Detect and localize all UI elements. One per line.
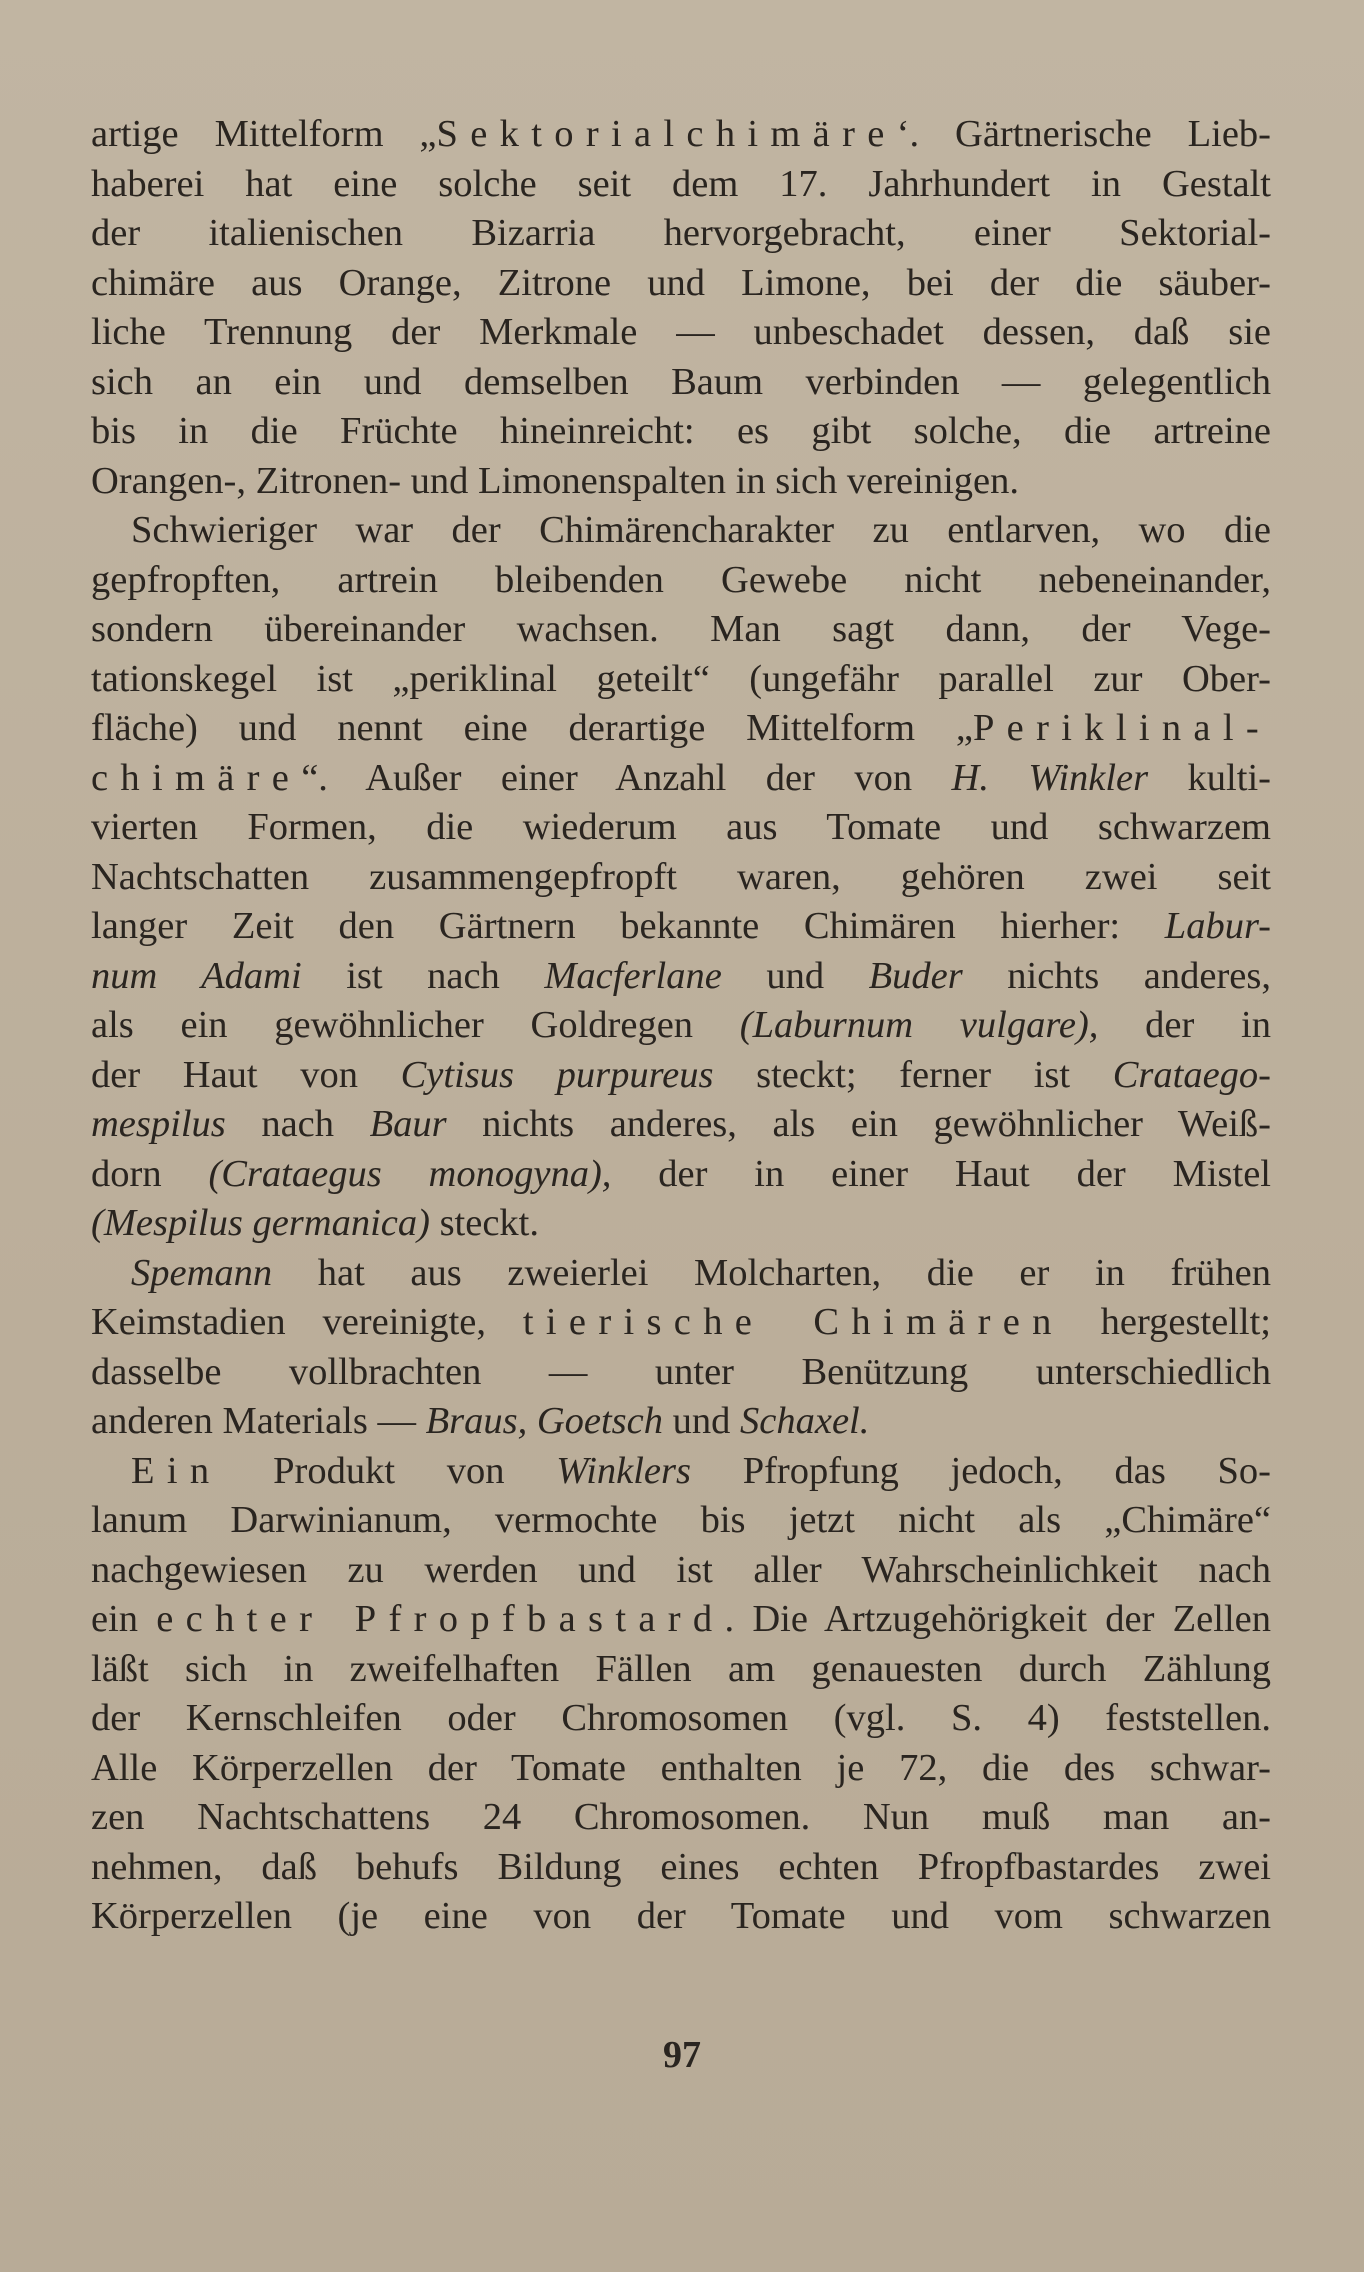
text-line xyxy=(91,160,1271,210)
text-segment: Produkt von xyxy=(221,1449,557,1492)
text-segment: . Die Artzugehörigkeit der Zellen xyxy=(724,1598,1271,1640)
italic-text: Spemann xyxy=(131,1251,273,1294)
text-segment: zen Nachtschattens 24 Chromosomen. Nun muß man an- xyxy=(91,1796,1271,1838)
text-segment: anderen Materials — xyxy=(91,1400,426,1442)
text-line xyxy=(91,358,1271,408)
italic-text: (Crataegus monogyna), xyxy=(208,1152,612,1195)
spaced-text: echter Pfropfbastard xyxy=(156,1598,725,1640)
italic-text: Braus, Goetsch xyxy=(425,1400,664,1442)
text-segment: nichts anderes, xyxy=(962,954,1271,997)
text-line xyxy=(91,1348,1271,1398)
page-number: 97 xyxy=(663,2034,701,2076)
italic-text: Cytisus purpureus xyxy=(400,1053,714,1096)
text-line xyxy=(91,1843,1271,1893)
italic-text: mespilus xyxy=(91,1103,226,1145)
italic-text: Winklers xyxy=(556,1449,691,1492)
italic-text: Macferlane xyxy=(544,954,722,997)
text-segment: ‘. Gärtnerische Lieb- xyxy=(896,113,1271,155)
text-segment: als ein gewöhnlicher Goldregen xyxy=(91,1004,740,1046)
text-line xyxy=(91,1546,1271,1596)
text-segment: langer Zeit den Gärtnern bekannte Chimären hierher: xyxy=(91,905,1165,947)
text-segment: artige Mittelform „ xyxy=(91,113,437,155)
text-segment: Nachtschatten zusammengepfropft waren, gehören zwei seit xyxy=(91,855,1271,898)
text-segment: Keimstadien vereinigte, xyxy=(91,1301,523,1343)
text-line xyxy=(91,407,1271,457)
spaced-text: chimäre xyxy=(91,756,302,799)
text-line xyxy=(91,1249,1271,1299)
italic-text: Buder xyxy=(868,954,963,997)
text-segment: hergestellt; xyxy=(1063,1301,1271,1343)
text-line xyxy=(91,1645,1271,1695)
text-segment: und xyxy=(721,954,869,997)
text-segment: sondern übereinander wachsen. Man sagt dann, der Vege- xyxy=(91,608,1271,650)
text-line xyxy=(91,1199,1271,1249)
text-segment: gepfropften, artrein bleibenden Gewebe nicht nebeneinander, xyxy=(91,558,1271,601)
text-line xyxy=(91,1051,1271,1101)
text-segment: Schwieriger war der Chimärencharakter zu entlarven, wo die xyxy=(131,509,1271,551)
text-segment: der italienischen Bizarria hervorgebracht, einer Sektorial- xyxy=(91,212,1271,254)
text-segment: steckt. xyxy=(429,1202,540,1244)
text-segment: Pfropfung jedoch, das So- xyxy=(690,1449,1271,1492)
text-line xyxy=(91,1744,1271,1794)
text-segment: nehmen, daß behufs Bildung eines echten Pfropfbastardes zwei xyxy=(91,1845,1271,1888)
text-line xyxy=(91,853,1271,903)
text-line xyxy=(91,803,1271,853)
text-segment: der in xyxy=(1098,1004,1271,1046)
spaced-text: Periklinal- xyxy=(972,707,1271,749)
text-line xyxy=(91,556,1271,606)
text-segment: ein xyxy=(91,1598,157,1640)
text-line xyxy=(91,1447,1271,1497)
text-segment: der in einer Haut der Mistel xyxy=(611,1152,1271,1195)
text-segment: kulti- xyxy=(1148,756,1271,799)
italic-text: Labur- xyxy=(1164,905,1271,947)
text-segment: und xyxy=(663,1400,741,1442)
text-segment: dasselbe vollbrachten — unter Benützung unterschiedlich xyxy=(91,1350,1271,1393)
text-segment: ist nach xyxy=(301,954,545,997)
text-segment: Körperzellen (je eine von der Tomate und vom schwarzen xyxy=(91,1895,1271,1937)
text-segment: nachgewiesen zu werden und ist aller Wahrscheinlichkeit nach xyxy=(91,1548,1271,1591)
body-text xyxy=(91,110,1271,1942)
spaced-text: tierische Chimären xyxy=(522,1301,1064,1343)
text-segment: liche Trennung der Merkmale — unbeschadet dessen, daß sie xyxy=(91,311,1271,353)
text-segment: bis in die Früchte hineinreicht: es gibt solche, die artreine xyxy=(91,410,1271,452)
text-segment: lanum Darwinianum, vermochte bis jetzt nicht als „Chimäre“ xyxy=(91,1499,1271,1541)
text-segment: fläche) und nennt eine derartige Mittelform „ xyxy=(91,707,973,749)
text-line xyxy=(91,1496,1271,1546)
spaced-text: Ein xyxy=(131,1449,222,1492)
text-segment: sich an ein und demselben Baum verbinden — gelegentlich xyxy=(91,360,1271,403)
text-line xyxy=(91,259,1271,309)
text-line xyxy=(91,1397,1271,1447)
text-line xyxy=(91,1793,1271,1843)
text-line xyxy=(91,110,1271,160)
text-line xyxy=(91,1298,1271,1348)
text-segment: der Kernschleifen oder Chromosomen (vgl. S. 4) feststellen. xyxy=(91,1697,1271,1739)
text-line xyxy=(91,1892,1271,1942)
text-segment: “. Außer einer Anzahl der von xyxy=(301,756,952,799)
italic-text: (Laburnum vulgare), xyxy=(739,1004,1099,1046)
italic-text: num Adami xyxy=(91,954,302,997)
italic-text: H. Winkler xyxy=(951,756,1149,799)
text-line xyxy=(91,902,1271,952)
text-line xyxy=(91,655,1271,705)
text-segment: nach xyxy=(225,1103,370,1145)
text-line xyxy=(91,1595,1271,1645)
text-line xyxy=(91,1150,1271,1200)
text-line xyxy=(91,605,1271,655)
text-segment: tationskegel ist „periklinal geteilt“ (ungefähr parallel zur Ober- xyxy=(91,657,1271,700)
text-line xyxy=(91,308,1271,358)
text-segment: Alle Körperzellen der Tomate enthalten je 72, die des schwar- xyxy=(91,1746,1271,1789)
text-line xyxy=(91,1694,1271,1744)
text-segment: nichts anderes, als ein gewöhnlicher Weiß- xyxy=(446,1103,1271,1145)
text-line xyxy=(91,952,1271,1002)
text-segment: vierten Formen, die wiederum aus Tomate und schwarzem xyxy=(91,806,1271,848)
text-line xyxy=(91,1100,1271,1150)
text-line xyxy=(91,1001,1271,1051)
text-line xyxy=(91,209,1271,259)
text-line xyxy=(91,704,1271,754)
italic-text: Schaxel. xyxy=(740,1400,870,1442)
text-segment: Orangen-, Zitronen- und Limonenspalten in sich vereinigen. xyxy=(91,459,1020,502)
italic-text: (Mespilus germanica) xyxy=(91,1202,430,1244)
spaced-text: Sektorialchimäre xyxy=(436,113,897,155)
text-segment: der Haut von xyxy=(91,1053,401,1096)
text-line xyxy=(91,457,1271,507)
text-segment: steckt; ferner ist xyxy=(713,1053,1113,1096)
text-segment: dorn xyxy=(91,1152,209,1195)
italic-text: Crataego- xyxy=(1112,1053,1272,1096)
text-segment: haberei hat eine solche seit dem 17. Jahrhundert in Gestalt xyxy=(91,162,1271,205)
text-segment: hat aus zweierlei Molcharten, die er in frühen xyxy=(272,1251,1271,1294)
text-line xyxy=(91,506,1271,556)
italic-text: Baur xyxy=(369,1103,447,1145)
text-segment: chimäre aus Orange, Zitrone und Limone, bei der die säuber- xyxy=(91,261,1271,304)
text-line xyxy=(91,754,1271,804)
text-segment: läßt sich in zweifelhaften Fällen am genauesten durch Zählung xyxy=(91,1647,1271,1690)
